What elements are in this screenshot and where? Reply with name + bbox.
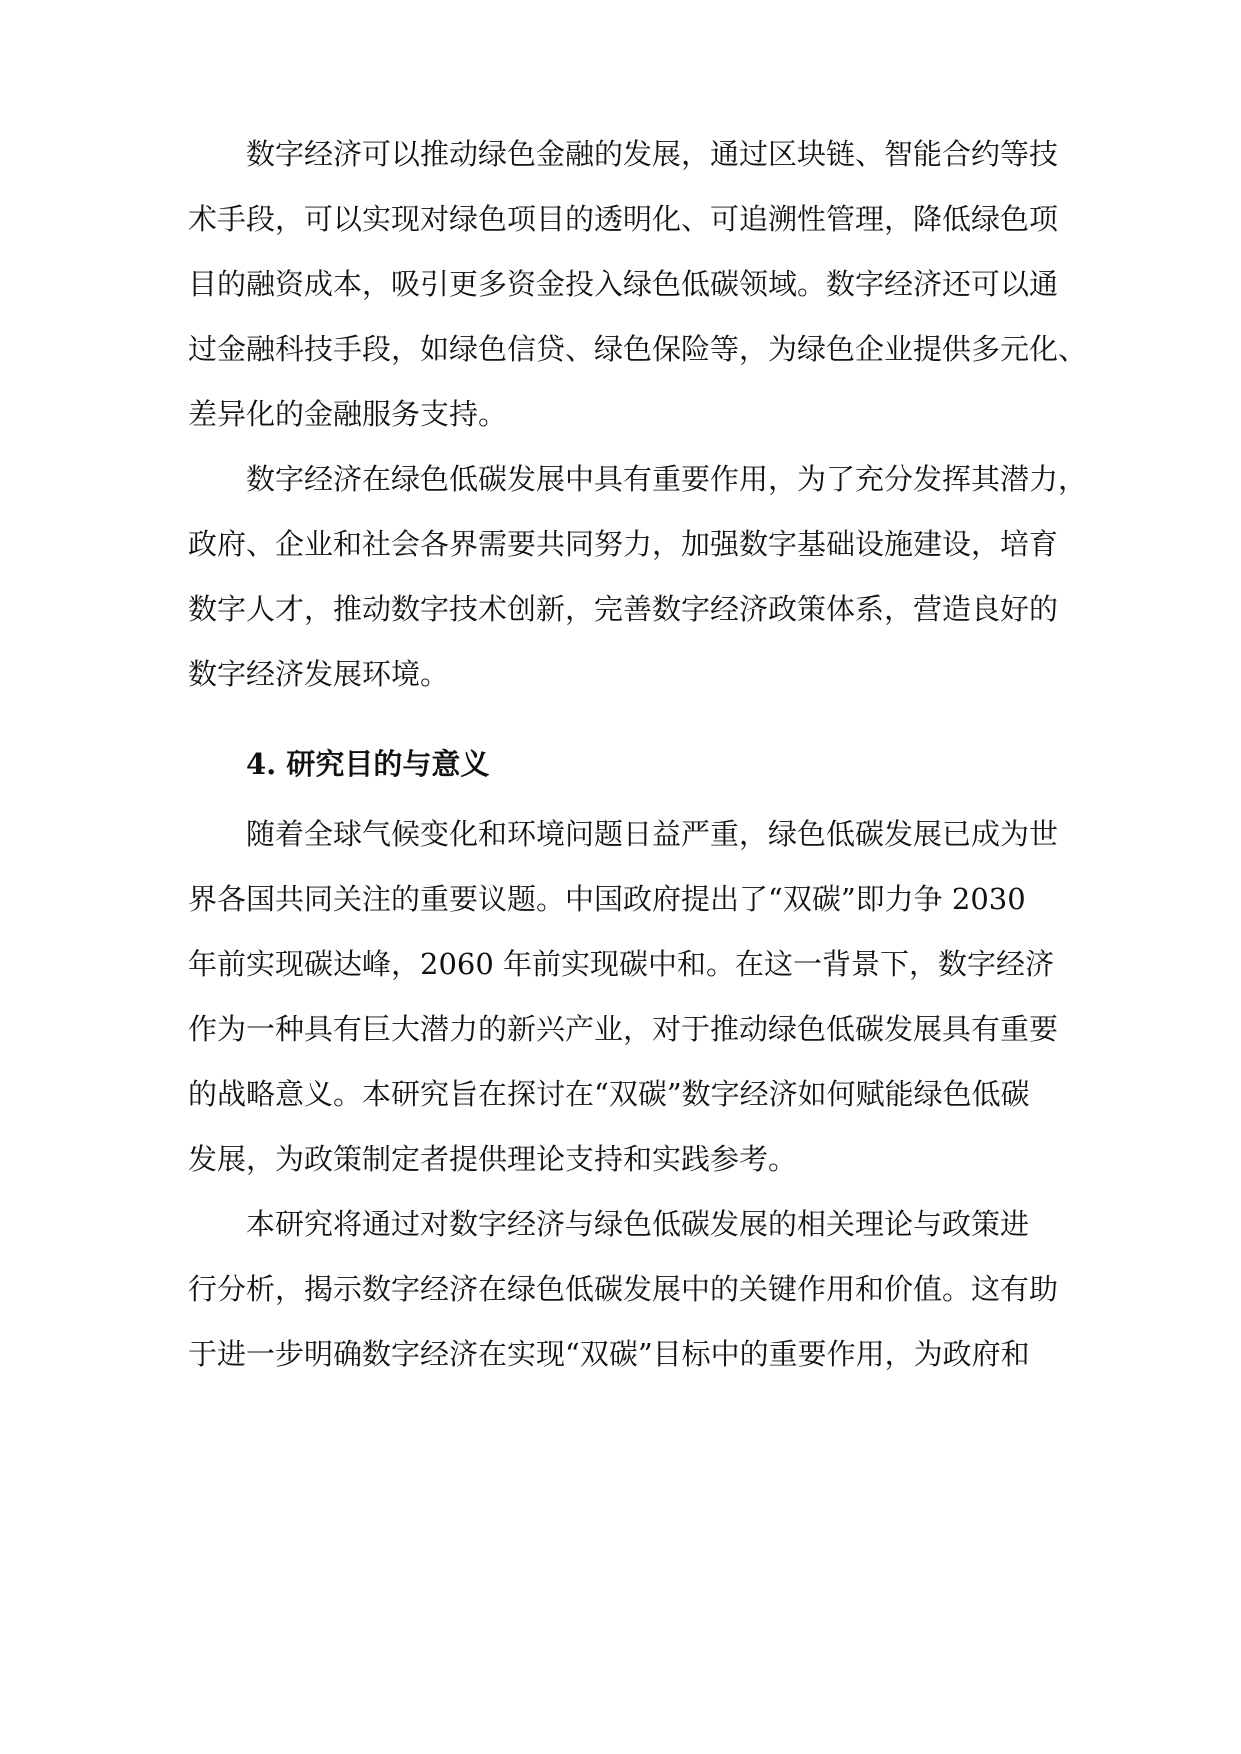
paragraph-3-line-3: 年前实现碳达峰，2060 年前实现碳中和。在这一背景下，数字经济 — [188, 947, 1055, 981]
paragraph-3-line-4: 作为一种具有巨大潜力的新兴产业，对于推动绿色低碳发展具有重要 — [188, 1012, 1059, 1046]
paragraph-3-line-1: 随着全球气候变化和环境问题日益严重，绿色低碳发展已成为世 — [246, 817, 1059, 851]
paragraph-2-line-1: 数字经济在绿色低碳发展中具有重要作用，为了充分发挥其潜力， — [246, 462, 1088, 496]
paragraph-3-line-6: 发展，为政策制定者提供理论支持和实践参考。 — [188, 1142, 798, 1176]
paragraph-2-line-4: 数字经济发展环境。 — [188, 657, 450, 691]
paragraph-4-line-2: 行分析，揭示数字经济在绿色低碳发展中的关键作用和价值。这有助 — [188, 1272, 1059, 1306]
paragraph-1-line-3: 目的融资成本，吸引更多资金投入绿色低碳领域。数字经济还可以通 — [188, 267, 1059, 301]
paragraph-3-line-2: 界各国共同关注的重要议题。中国政府提出了“双碳”即力争 2030 — [188, 882, 1026, 916]
paragraph-1-line-2: 术手段，可以实现对绿色项目的透明化、可追溯性管理，降低绿色项 — [188, 202, 1059, 236]
paragraph-3-line-5: 的战略意义。本研究旨在探讨在“双碳”数字经济如何赋能绿色低碳 — [188, 1077, 1030, 1111]
paragraph-1-line-1: 数字经济可以推动绿色金融的发展，通过区块链、智能合约等技 — [246, 137, 1059, 171]
paragraph-2-line-2: 政府、企业和社会各界需要共同努力，加强数字基础设施建设，培育 — [188, 527, 1059, 561]
section-heading: 4. 研究目的与意义 — [246, 747, 490, 781]
paragraph-2-line-3: 数字人才，推动数字技术创新，完善数字经济政策体系，营造良好的 — [188, 592, 1059, 626]
paragraph-1-line-4: 过金融科技手段，如绿色信贷、绿色保险等，为绿色企业提供多元化、 — [188, 332, 1088, 366]
paragraph-4-line-3: 于进一步明确数字经济在实现“双碳”目标中的重要作用，为政府和 — [188, 1337, 1030, 1371]
paragraph-1-line-5: 差异化的金融服务支持。 — [188, 397, 508, 431]
paragraph-4-line-1: 本研究将通过对数字经济与绿色低碳发展的相关理论与政策进 — [246, 1207, 1030, 1241]
